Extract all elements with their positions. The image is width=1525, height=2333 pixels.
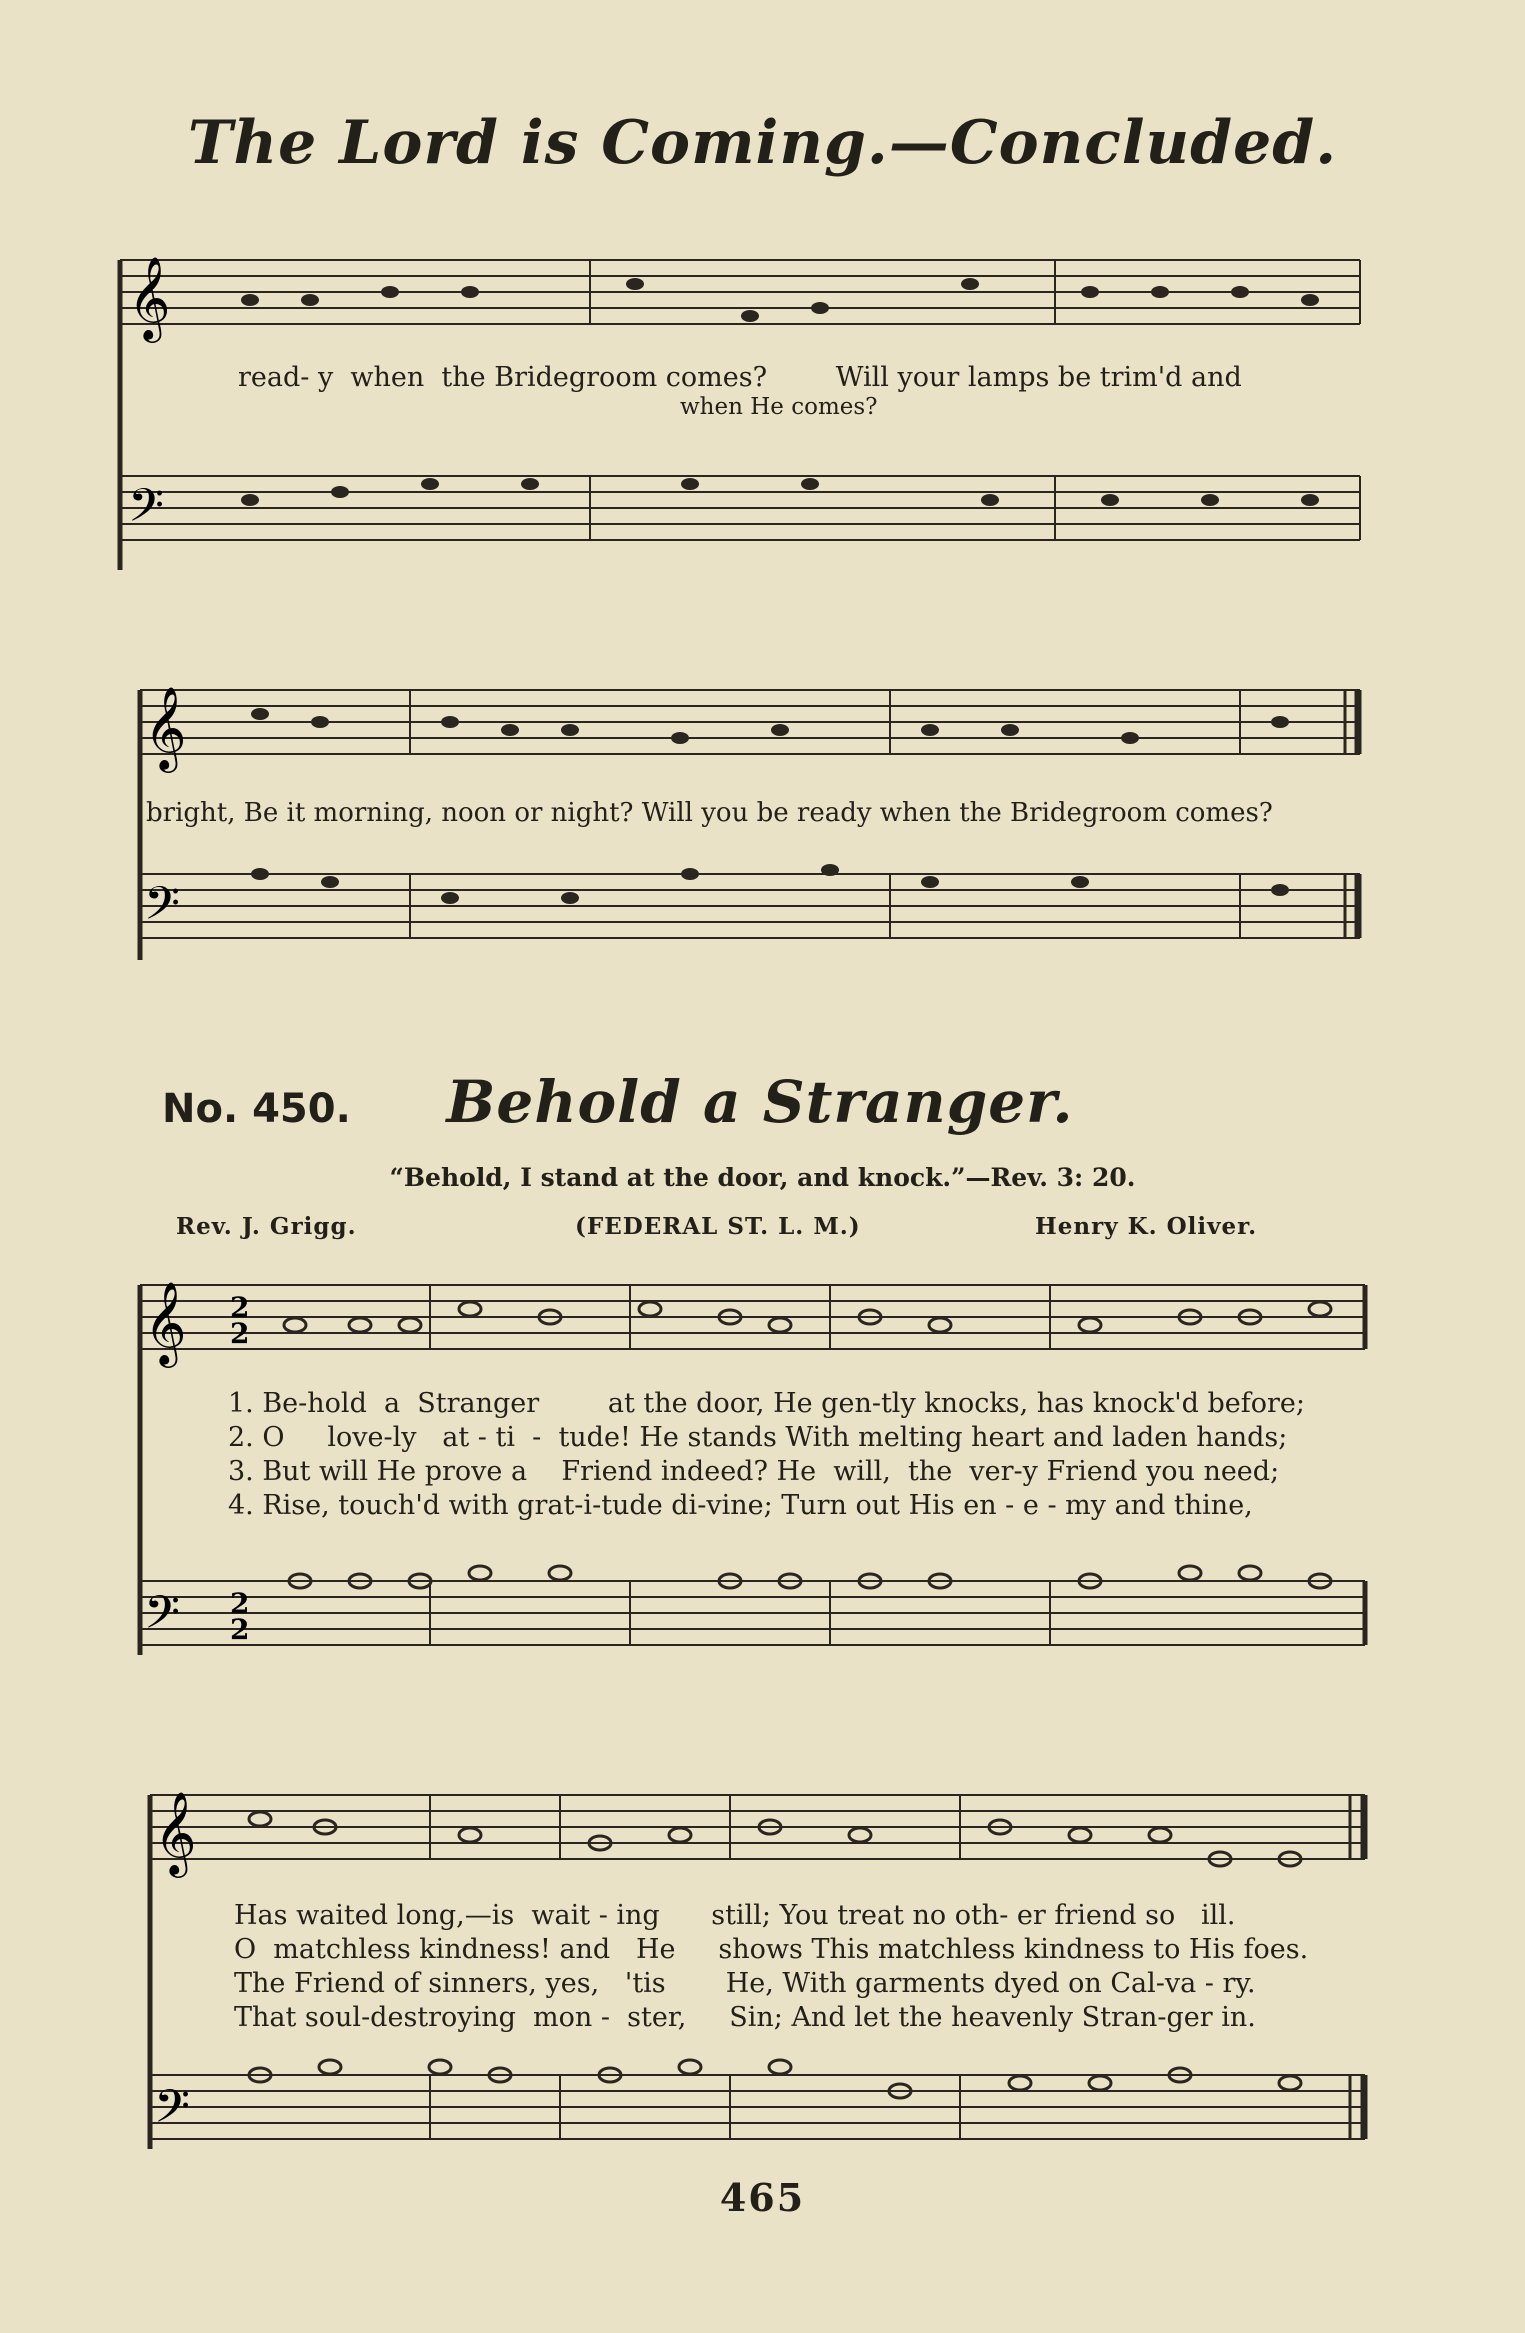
verse-line: 3. But will He prove a Friend indeed? He will, the ver-y Friend you need; [228,1456,1280,1487]
verse-line: 1. Be-hold a Stranger at the door, He gen-tly knocks, has knock'd before; [228,1388,1305,1419]
lyrics-line: read- y when the Bridegroom comes? Will your lamps be trim'd and [238,362,1242,393]
verse-line: That soul-destroying mon - ster, Sin; And let the heavenly Stran-ger in. [234,2002,1256,2033]
tune-name: (FEDERAL ST. L. M.) [575,1213,861,1240]
page-title: The Lord is Coming.—Concluded. [187,108,1338,178]
svg-text:𝄢: 𝄢 [154,2080,191,2145]
lyrics-line: when He comes? [680,394,878,420]
verse-line: 4. Rise, touch'd with grat-i-tude di-vine; Turn out His en - e - my and thine, [228,1490,1253,1521]
composer-credit: Henry K. Oliver. [1035,1213,1258,1240]
svg-text:𝄞: 𝄞 [144,685,187,769]
svg-text:𝄞: 𝄞 [144,1280,187,1364]
hymn-number: No. 450. [162,1086,351,1132]
hymn-title: Behold a Stranger. [446,1068,1074,1136]
lyrics-line: bright, Be it morning, noon or night? Will you be ready when the Bridegroom comes? [146,798,1273,828]
svg-text:𝄢: 𝄢 [128,479,165,544]
svg-text:𝄢: 𝄢 [144,1586,181,1651]
svg-text:2: 2 [230,1317,250,1350]
verse-line: Has waited long,—is wait - ing still; You treat no oth- er friend so ill. [234,1900,1236,1931]
svg-text:2: 2 [230,1587,250,1620]
svg-text:𝄞: 𝄞 [128,255,171,339]
page-number: 465 [719,2175,806,2220]
svg-text:2: 2 [230,1291,250,1324]
svg-text:𝄞: 𝄞 [154,1790,197,1874]
svg-text:𝄢: 𝄢 [144,877,181,942]
verse-line: O matchless kindness! and He shows This matchless kindness to His foes. [234,1934,1309,1965]
svg-text:2: 2 [230,1613,250,1646]
verse-line: The Friend of sinners, yes, 'tis He, With garments dyed on Cal-va - ry. [234,1968,1256,1999]
music-system-2 [130,670,1370,990]
verse-line: 2. O love-ly at - ti - tude! He stands With melting heart and laden hands; [228,1422,1288,1453]
author-credit: Rev. J. Grigg. [176,1213,357,1240]
scripture-reference: “Behold, I stand at the door, and knock.”—Rev. 3: 20. [389,1163,1136,1192]
